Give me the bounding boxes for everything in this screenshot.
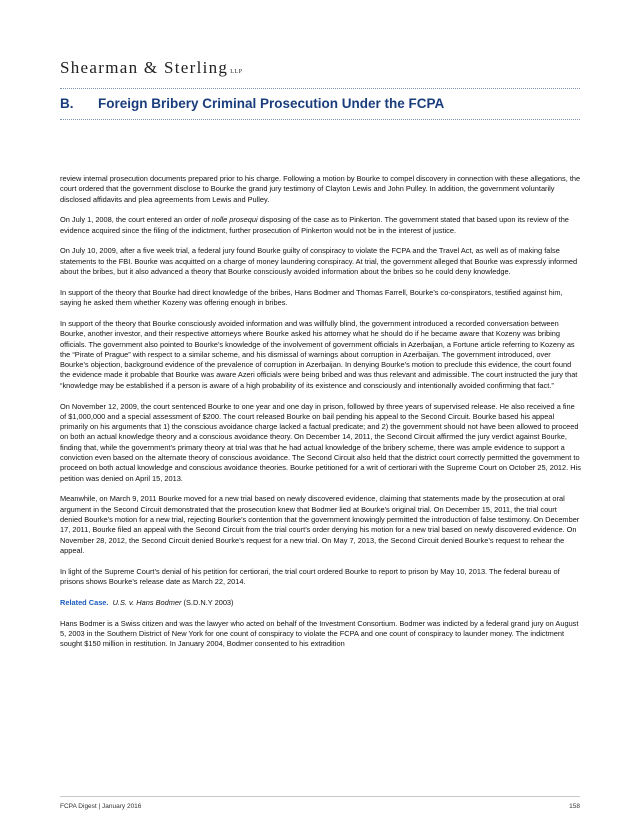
header-divider-top	[60, 88, 580, 89]
paragraph: In light of the Supreme Court’s denial of his petition for certiorari, the trial court ordered Bourke to report to prison by May 10, 2013. The federal bureau of prisons shows Bourke’s release date as March 22, 2014.	[60, 566, 560, 586]
related-case-name: U.S. v. Hans Bodmer	[112, 597, 182, 607]
paragraph: On July 10, 2009, after a five week trial, a federal jury found Bourke guilty of conspiracy to violate the FCPA and the Travel Act, as well as of making false statements to the FBI. Bourke was acquitted on a charge of money laundering conspiracy. At trial, the government alleged that Bourke was expressly informed about the bribes, but it also advanced a theory that Bourke consciously avoided information about the bribes so he could deny knowledge.	[60, 246, 578, 277]
related-case	[60, 598, 581, 608]
paragraph: Meanwhile, on March 9, 2011 Bourke moved for a new trial based on newly discovered evidence, claiming that statements made by the prosecution at oral argument in the Second Circuit demonstrated that the prosecution knew that Bodmer lied at Bourke’s original trial. On December 15, 2011, the trial court denied Bourke’s motion for a new trial, rejecting Bourke’s contention that the government knowingly permitted the introduction of false testimony. On December 17, 2011, Bourke filed an appeal with the Second Circuit from the trial court’s order denying his motion for a new trial based on newly discovered evidence. On November 28, 2012, the Second Circuit denied Bourke’s request for a new trial. On May 7, 2013, the Second Circuit denied Bourke’s request to rehear the appeal.	[60, 494, 580, 555]
firm-name: Shearman & Sterling	[60, 58, 229, 77]
section-heading	[60, 96, 580, 111]
paragraph: In support of the theory that Bourke consciously avoided information and was willfully blind, the government introduced a recorded conversation between Bourke, another investor, and their respective attorneys where Bourke asked his attorney what he should do if he became aware that Kozeny was bribing officials. The government also pointed to Bourke’s knowledge of the involvement of government officials in Azerbaijan, a Fortune article referring to Kozeny as the “Pirate of Prague” with respect to a similar scheme, and his dismissal of warnings about corruption in Azerbaijan. The government introduced, over Bourke’s objection, background evidence of the prevalence of corruption in Azerbaijan. In denying Bourke’s motion to preclude this evidence, the court found the evidence made it probable that Bourke was aware Azeri officials were being bribed and was thus relevant and admissible. The court instructed the jury that “knowledge may be established if a person is aware of a high probability of its existence and consciously and intentionally avoided confirming that fact.”	[60, 318, 578, 390]
paragraph: Hans Bodmer is a Swiss citizen and was the lawyer who acted on behalf of the Investment Consortium. Bodmer was indicted by a federal grand jury on August 5, 2003 in the Southern District of New York for one count of conspiracy to violate the FCPA and one count of conspiracy to launder money. The indictment sought $150 million in restitution. In January 2004, Bodmer consented to his extradition	[60, 618, 579, 649]
related-case-label: Related Case.	[60, 597, 109, 607]
firm-suffix: LLP	[230, 69, 243, 75]
document-body	[60, 174, 581, 660]
paragraph: On November 12, 2009, the court sentenced Bourke to one year and one day in prison, followed by three years of supervised release. He also received a fine of $1,000,000 and a special assessment of $200. The court released Bourke on bail pending his appeal to the Second Circuit. Bourke based his appeal primarily on his arguments that 1) the conscious avoidance charge lacked a factual predicate; and 2) the government should not have been allowed to proceed on both an actual knowledge theory and a conscious avoidance theory. On December 14, 2011, the Second Circuit affirmed the jury verdict against Bourke, finding that, while the government’s primary theory at trial was that he had actual knowledge of the bribery scheme, there was ample evidence to support a conviction even based on the alternate theory of conscious avoidance. The Second Circuit also held that the district court correctly permitted the government to proceed on both actual knowledge and conscious avoidance theories. Bourke petitioned for a writ of certiorari with the Supreme Court on October 25, 2012. His petition was denied on April 15, 2013.	[60, 401, 581, 483]
paragraph: review internal prosecution documents prepared prior to his charge. Following a motion by Bourke to compel discovery in connection with these allegations, the court ordered that the government disclose to Bourke the grand jury testimony of Clayton Lewis and John Pulley. In addition, the government voluntarily disclosed affidavits and plea agreements from Lewis and Pulley.	[60, 174, 581, 204]
page-footer	[60, 796, 580, 810]
related-case-court: (S.D.N.Y 2003)	[181, 597, 234, 607]
footer-publication: FCPA Digest | January 2016	[60, 803, 142, 810]
paragraph	[60, 215, 581, 236]
section-title: Foreign Bribery Criminal Prosecution Under the FCPA	[98, 96, 445, 111]
header-divider-bottom	[60, 119, 580, 120]
paragraph-text: On July 1, 2008, the court entered an order of	[60, 215, 212, 225]
paragraph: In support of the theory that Bourke had direct knowledge of the bribes, Hans Bodmer and Thomas Farrell, Bourke’s co-conspirators, testified against him, saying he asked them whether Kozeny was offering enough in bribes.	[60, 287, 563, 308]
legal-term: nolle prosequi	[211, 215, 258, 225]
page-number: 158	[569, 803, 580, 810]
paragraph-text: disposing of the case as to Pinkerton. The government stated that based upon its review of the evidence acquired since the filing of the indictment, further prosecution of Pinkerton would not be in the interest of justice.	[60, 215, 569, 235]
firm-logo	[60, 58, 242, 78]
section-letter: B.	[60, 96, 74, 111]
